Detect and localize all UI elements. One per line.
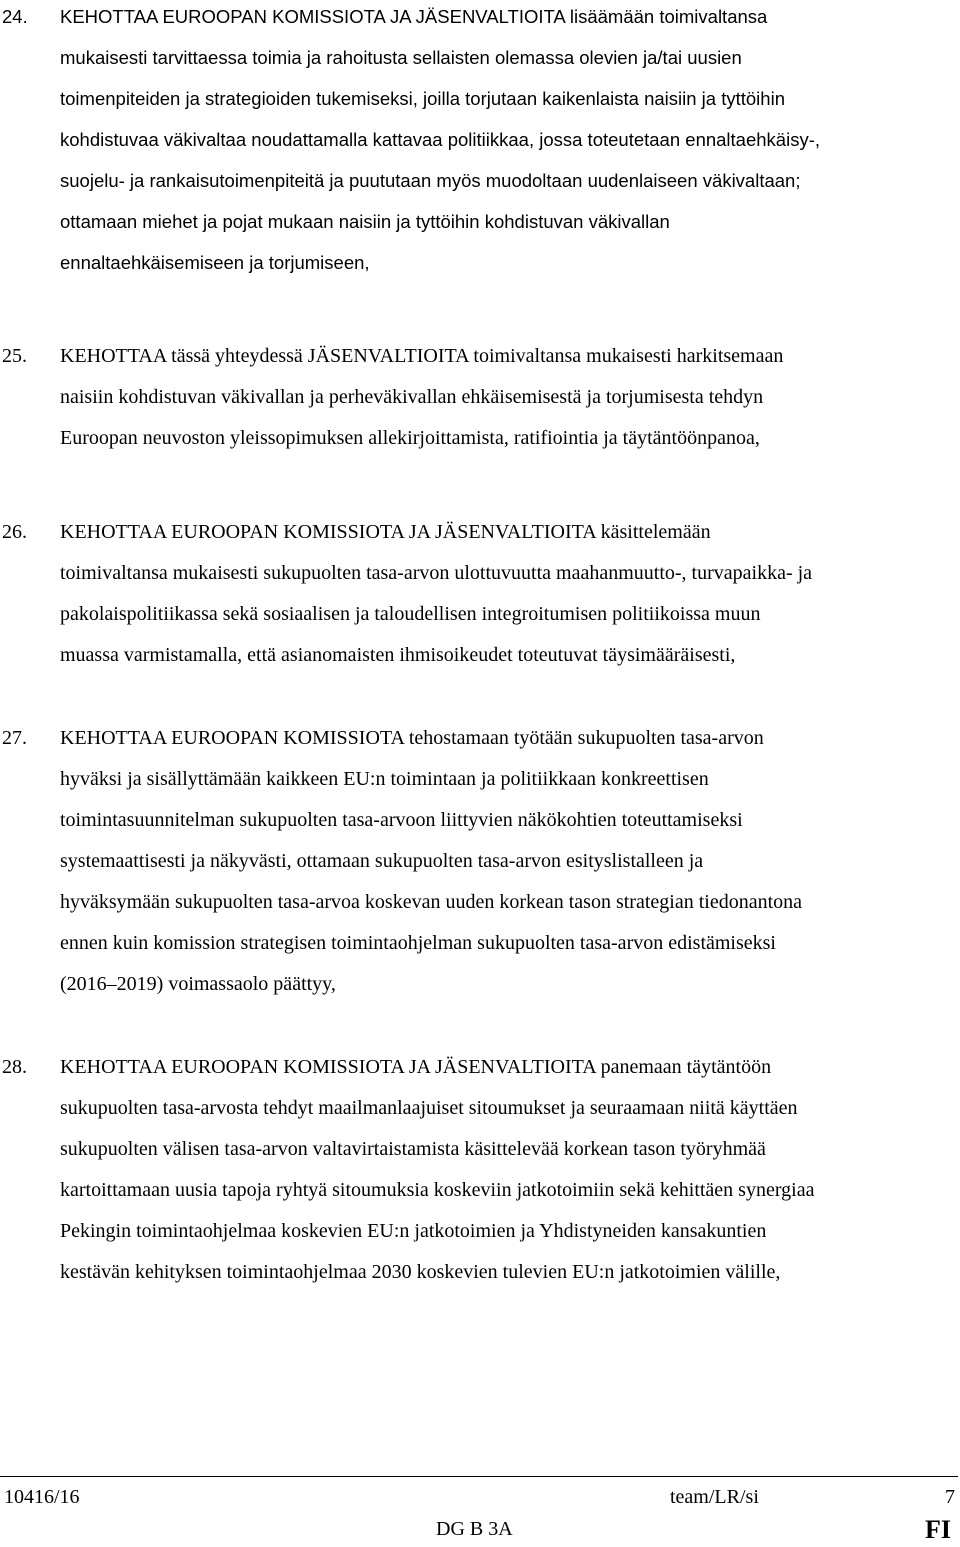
paragraph-line: (2016–2019) voimassaolo päättyy, [60, 973, 336, 995]
paragraph-line: ottamaan miehet ja pojat mukaan naisiin ja tyttöihin kohdistuvan väkivallan [60, 211, 670, 232]
paragraph-line: hyväksi ja sisällyttämään kaikkeen EU:n toimintaan ja politiikkaan konkreettisen [60, 768, 709, 790]
paragraph-line: Euroopan neuvoston yleissopimuksen allekirjoittamista, ratifiointia ja täytäntöönpanoa, [60, 427, 760, 449]
paragraph-line: naisiin kohdistuvan väkivallan ja perheväkivallan ehkäisemisestä ja torjumisesta tehdyn [60, 386, 764, 408]
paragraph-line: mukaisesti tarvittaessa toimia ja rahoitusta sellaisten olemassa olevien ja/tai uusien [60, 47, 742, 68]
paragraph-line: KEHOTTAA EUROOPAN KOMISSIOTA JA JÄSENVALTIOITA käsittelemään [60, 521, 711, 543]
paragraph-line: ennen kuin komission strategisen toimintaohjelman sukupuolten tasa-arvon edistämiseksi [60, 932, 776, 954]
paragraph-line: Pekingin toimintaohjelmaa koskevien EU:n jatkotoimien ja Yhdistyneiden kansakuntien [60, 1220, 767, 1242]
paragraph-line: toimenpiteiden ja strategioiden tukemiseksi, joilla torjutaan kaikenlaista naisiin ja tyttöihin [60, 88, 785, 109]
footer-doc-number: 10416/16 [4, 1486, 80, 1508]
paragraph-number: 24. [2, 6, 28, 27]
paragraph-line: suojelu- ja rankaisutoimenpiteitä ja puututaan myös muodoltaan uudenlaiseen väkivaltaan; [60, 170, 801, 191]
footer-page-number: 7 [945, 1486, 955, 1508]
paragraph-line: KEHOTTAA EUROOPAN KOMISSIOTA tehostamaan työtään sukupuolten tasa-arvon [60, 727, 764, 749]
paragraph-line: kartoittamaan uusia tapoja ryhtyä sitoumuksia koskeviin jatkotoimiin sekä kehittäen synergiaa [60, 1179, 815, 1201]
paragraph-line: sukupuolten tasa-arvosta tehdyt maailmanlaajuiset sitoumukset ja seuraamaan niitä käyttäen [60, 1097, 798, 1119]
paragraph-line: sukupuolten välisen tasa-arvon valtavirtaistamista käsittelevää korkean tason työryhmää [60, 1138, 766, 1160]
paragraph-number: 27. [2, 727, 27, 749]
paragraph-line: systemaattisesti ja näkyvästi, ottamaan sukupuolten tasa-arvon esityslistalleen ja [60, 850, 704, 872]
paragraph-line: hyväksymään sukupuolten tasa-arvoa koskevan uuden korkean tason strategian tiedonantona [60, 891, 803, 913]
paragraph-line: toimivaltansa mukaisesti sukupuolten tasa-arvon ulottuvuutta maahanmuutto-, turvapaikka- ja [60, 562, 813, 584]
footer-directorate: DG B 3A [436, 1518, 513, 1540]
paragraph-number: 25. [2, 345, 27, 367]
footer-reference: team/LR/si [670, 1486, 759, 1508]
paragraph-line: toimintasuunnitelman sukupuolten tasa-arvoon liittyvien näkökohtien toteuttamiseksi [60, 809, 743, 831]
paragraph-line: KEHOTTAA EUROOPAN KOMISSIOTA JA JÄSENVALTIOITA panemaan täytäntöön [60, 1056, 772, 1078]
paragraph-line: kestävän kehityksen toimintaohjelmaa 2030 koskevien tulevien EU:n jatkotoimien välille, [60, 1261, 781, 1283]
footer-divider [0, 1476, 958, 1477]
paragraph-line: KEHOTTAA tässä yhteydessä JÄSENVALTIOITA toimivaltansa mukaisesti harkitsemaan [60, 345, 784, 367]
paragraph-line: KEHOTTAA EUROOPAN KOMISSIOTA JA JÄSENVALTIOITA lisäämään toimivaltansa [60, 6, 768, 27]
paragraph-number: 28. [2, 1056, 27, 1078]
paragraph-line: muassa varmistamalla, että asianomaisten ihmisoikeudet toteutuvat täysimääräisesti, [60, 644, 736, 666]
paragraph-number: 26. [2, 521, 27, 543]
footer-language-code: FI [925, 1515, 951, 1544]
paragraph-line: ennaltaehkäisemiseen ja torjumiseen, [60, 252, 370, 273]
paragraph-line: kohdistuvaa väkivaltaa noudattamalla kattavaa politiikkaa, jossa toteutetaan ennaltaehkäisy-, [60, 129, 820, 150]
paragraph-line: pakolaispolitiikassa sekä sosiaalisen ja taloudellisen integroitumisen politiikoissa muun [60, 603, 761, 625]
